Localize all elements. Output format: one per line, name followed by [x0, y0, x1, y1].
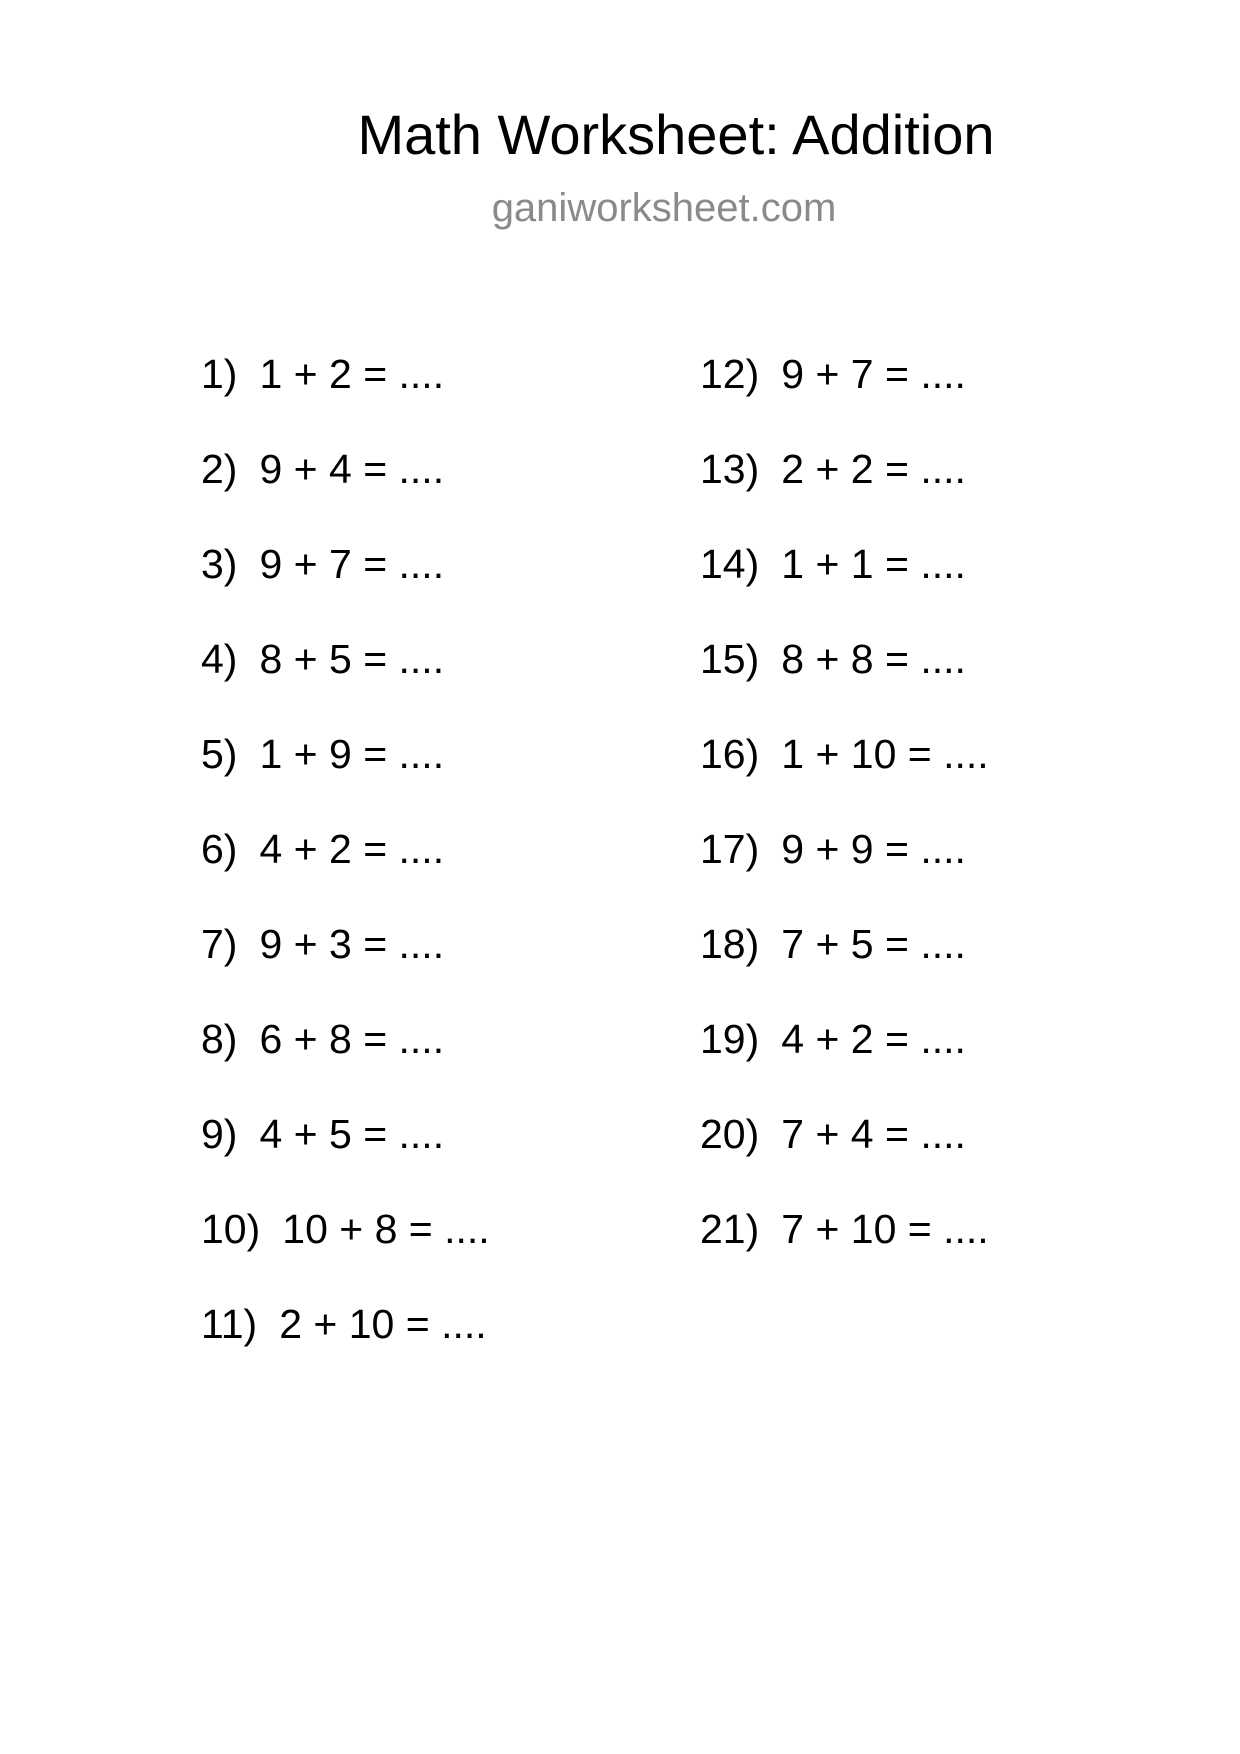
- problem-number: 10): [201, 1206, 261, 1252]
- problem-number: 13): [700, 446, 760, 492]
- problem-number: 4): [201, 636, 238, 682]
- problem-12: [700, 350, 989, 445]
- problem-number: 1): [201, 351, 238, 397]
- problem-number: 8): [201, 1016, 238, 1062]
- problem-number: 7): [201, 921, 238, 967]
- problem-1: [201, 350, 490, 445]
- problem-expression: 1 + 2 = ....: [259, 351, 445, 397]
- problem-number: 9): [201, 1111, 238, 1157]
- problem-2: [201, 445, 490, 540]
- problem-number: 3): [201, 541, 238, 587]
- problem-8: [201, 1015, 490, 1110]
- problem-number: 16): [700, 731, 760, 777]
- problem-number: 21): [700, 1206, 760, 1252]
- problem-expression: 9 + 9 = ....: [781, 826, 966, 872]
- problem-18: [700, 920, 989, 1015]
- problem-expression: 7 + 5 = ....: [781, 921, 966, 967]
- problem-expression: 4 + 2 = ....: [259, 826, 445, 872]
- problem-number: 5): [201, 731, 238, 777]
- problem-15: [700, 635, 989, 730]
- problem-expression: 9 + 4 = ....: [259, 446, 445, 492]
- problem-20: [700, 1110, 989, 1205]
- problem-number: 2): [201, 446, 238, 492]
- problem-4: [201, 635, 490, 730]
- problem-number: 11): [201, 1301, 258, 1347]
- problem-16: [700, 730, 989, 825]
- problem-expression: 7 + 4 = ....: [781, 1111, 966, 1157]
- problem-expression: 2 + 10 = ....: [279, 1301, 487, 1347]
- problem-13: [700, 445, 989, 540]
- problem-expression: 4 + 5 = ....: [259, 1111, 445, 1157]
- problem-expression: 9 + 3 = ....: [259, 921, 445, 967]
- problem-number: 15): [700, 636, 760, 682]
- problem-expression: 8 + 8 = ....: [781, 636, 966, 682]
- problem-11: [201, 1300, 490, 1395]
- problem-number: 19): [700, 1016, 760, 1062]
- problem-column-left: [201, 350, 490, 1395]
- problem-expression: 9 + 7 = ....: [259, 541, 445, 587]
- worksheet-title: Math Worksheet: Addition: [357, 103, 995, 166]
- problem-number: 20): [700, 1111, 760, 1157]
- problem-6: [201, 825, 490, 920]
- problem-number: 17): [700, 826, 760, 872]
- problem-5: [201, 730, 490, 825]
- problem-expression: 6 + 8 = ....: [259, 1016, 445, 1062]
- problem-21: [700, 1205, 989, 1300]
- problem-column-right: [700, 350, 989, 1300]
- site-name: ganiworksheet.com: [491, 186, 837, 230]
- problem-expression: 1 + 9 = ....: [259, 731, 445, 777]
- problem-expression: 2 + 2 = ....: [781, 446, 966, 492]
- problem-number: 6): [201, 826, 238, 872]
- problem-expression: 10 + 8 = ....: [282, 1206, 490, 1252]
- problem-expression: 1 + 10 = ....: [781, 731, 989, 777]
- problem-expression: 7 + 10 = ....: [781, 1206, 989, 1252]
- problem-17: [700, 825, 989, 920]
- problem-expression: 1 + 1 = ....: [781, 541, 966, 587]
- problem-7: [201, 920, 490, 1015]
- problem-9: [201, 1110, 490, 1205]
- problem-expression: 9 + 7 = ....: [781, 351, 966, 397]
- problem-number: 18): [700, 921, 760, 967]
- problem-19: [700, 1015, 989, 1110]
- problem-14: [700, 540, 989, 635]
- problem-number: 14): [700, 541, 760, 587]
- problem-expression: 4 + 2 = ....: [781, 1016, 966, 1062]
- problem-number: 12): [700, 351, 760, 397]
- problem-10: [201, 1205, 490, 1300]
- problem-3: [201, 540, 490, 635]
- problem-expression: 8 + 5 = ....: [259, 636, 445, 682]
